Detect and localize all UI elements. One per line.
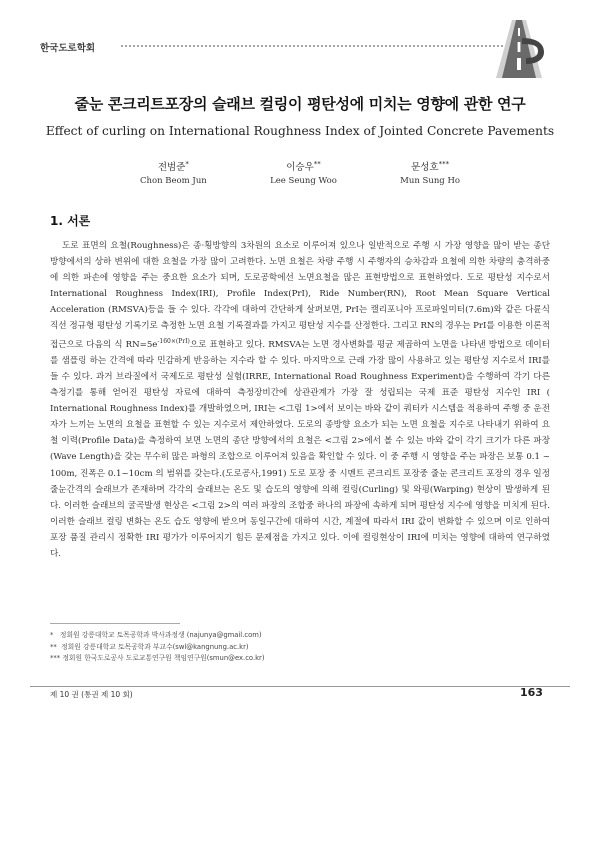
- section-heading: 1. 서론: [50, 214, 91, 228]
- formula-exponent: -160×(PrI): [157, 338, 190, 346]
- issue-info: 제 10 권 (통권 제 10 회): [50, 690, 133, 699]
- footnote-rule: [50, 623, 180, 624]
- footnote-1: * 정회원 강릉대학교 토목공학과 박사과정생 (najunya@gmail.com): [50, 631, 262, 639]
- author-1: [140, 159, 207, 186]
- road-logo-icon: [488, 18, 550, 78]
- author-name-ko: 문성호: [411, 162, 439, 173]
- paper-title-english: Effect of curling on International Roughness Index of Jointed Concrete Pavements: [45, 124, 555, 138]
- body-paragraph: [50, 238, 550, 562]
- author-name-ko: 전범준: [157, 162, 186, 173]
- body-text-part-1: 도로 표면의 요철(Roughness)은 종·횡방향의 3차원의 요소로 이루어져 있으나 일반적으로 주행 시 가장 영향을 많이 받는 종단 방향에서의 상하 변위에 대한 요철을 가장 많이 고려한다. 노면 요철은 차량 주행 시 주행자의 승차감과 요철에 의한 차량의 충격하중에 의한 파손에 영향을 주는 중요한 요소가 되며, 도로공학에선 노면요철을 많은 표현방법으로 표현하였다. 도로 평탄성 지수로서 International Roughness Index(IRI), Profile Index(PrI), Ride Number(RN), Root Mean Square Vertical Acceleration (RMSVA)등을 들 수 있다. 각각에 대하여 간단하게 살펴보면, PrI는 캘리포니아 프로파일미터(7.6m)와 같은 다륜식 직선 정규형 평탄성 기록기로 측정한 노면 요철 기록결과를 가지고 평탄성 지수를 산정한다. 그리고 RN의 경우는 PrI를 이용한 이론적 접근으로 다음의 식 RN=5e: [50, 241, 550, 351]
- footnotes: [50, 630, 550, 665]
- author-name-ko: 이승우: [286, 162, 314, 173]
- author-3: [400, 159, 460, 186]
- header-dotted-rule: [120, 45, 510, 47]
- page-number: 163: [520, 686, 543, 699]
- author-name-en: Chon Beom Jun: [140, 176, 207, 186]
- author-mark: ***: [438, 159, 450, 168]
- author-name-en: Mun Sung Ho: [400, 176, 460, 186]
- author-list: [140, 159, 460, 186]
- footnote-3: *** 정회원 한국도로공사 도로교통연구원 책임연구원(smun@ex.co.kr): [50, 654, 265, 662]
- society-name: 한국도로학회: [40, 43, 96, 54]
- author-mark: *: [185, 159, 189, 168]
- paper-title-korean: 줄눈 콘크리트포장의 슬래브 컬링이 평탄성에 미치는 영향에 관한 연구: [74, 95, 526, 113]
- footer-rule: [30, 686, 570, 687]
- body-text-part-2: 으로 표현하고 있다. RMSVA는 노면 경사변화를 평균 제곱하여 노면을 나타낸 방법으로 데이터를 샘플링 하는 간격에 따라 민감하게 반응하는 지수라 할 수 있다. 마지막으로 근래 가장 많이 사용하고 있는 평탄성 지수로서 IRI를 들 수 있다. 과거 브라질에서 국제도로 평탄성 실험(IRRE, International Road Roughness Experiment)을 수행하여 각기 다른 측정기를 통해 얻어진 평탄성 자료에 대하여 측정장비간에 상관관계가 가장 잘 성립되는 국제 표준 평탄성 지수인 IRI ( International Roughness Index)를 개발하였으며, IRI는 <그림 1>에서 보이는 바와 같이 쿼터카 시스템을 적용하여 주행 중 운전자가 느끼는 노면의 요철을 표현할 수 있는 지수로서 제안하였다. 도로의 종방향 요소가 되는 노면 요철을 지수로 나타내기 위하여 요철 이력(Profile Data)을 측정하여 보면 노면의 종단 방향에서의 요철은 <그림 2>에서 볼 수 있는 바와 같이 각기 크기가 다른 파장(Wave Length)을 갖는 무수히 많은 파형의 조합으로 이루어져 있음을 확인할 수 있다. 이 중 주행 시 영향을 주는 파장은 보통 0.1 ~ 100m, 진폭은 0.1~10cm 의 범위를 갖는다.(도로공사,1991) 도로 포장 중 시멘트 콘크리트 포장중 줄눈 콘크리트 포장의 경우 일정 줄눈간격의 슬래브가 존재하며 각각의 슬래브는 온도 및 습도의 영향에 의해 컬링(Curling) 및 와핑(Warping) 현상이 발생하게 된다. 이러한 슬래브의 굴곡발생 현상은 <그림 2>의 여러 파장의 조합중 하나의 파장에 속하게 되며 평탄성 지수에 영향을 미치게 된다. 이러한 슬래브 컬링 변화는 온도 습도 영향에 받으며 동일구간에 대하여 시간, 계절에 따라서 IRI 값이 변화할 수 있으며 이로 인하여 포장 품질 관리시 정확한 IRI 평가가 이루어지기 힘든 문제점을 가지고 있다. 이에 컬링현상이 IRI에 미치는 영향에 대하여 연구하였다.: [50, 340, 550, 559]
- author-name-en: Lee Seung Woo: [270, 176, 337, 186]
- footnote-2: ** 정회원 강릉대학교 토목공학과 부교수(swl@kangnung.ac.kr): [50, 642, 249, 651]
- author-2: [270, 159, 337, 186]
- journal-header: [40, 40, 510, 54]
- author-mark: **: [313, 159, 321, 168]
